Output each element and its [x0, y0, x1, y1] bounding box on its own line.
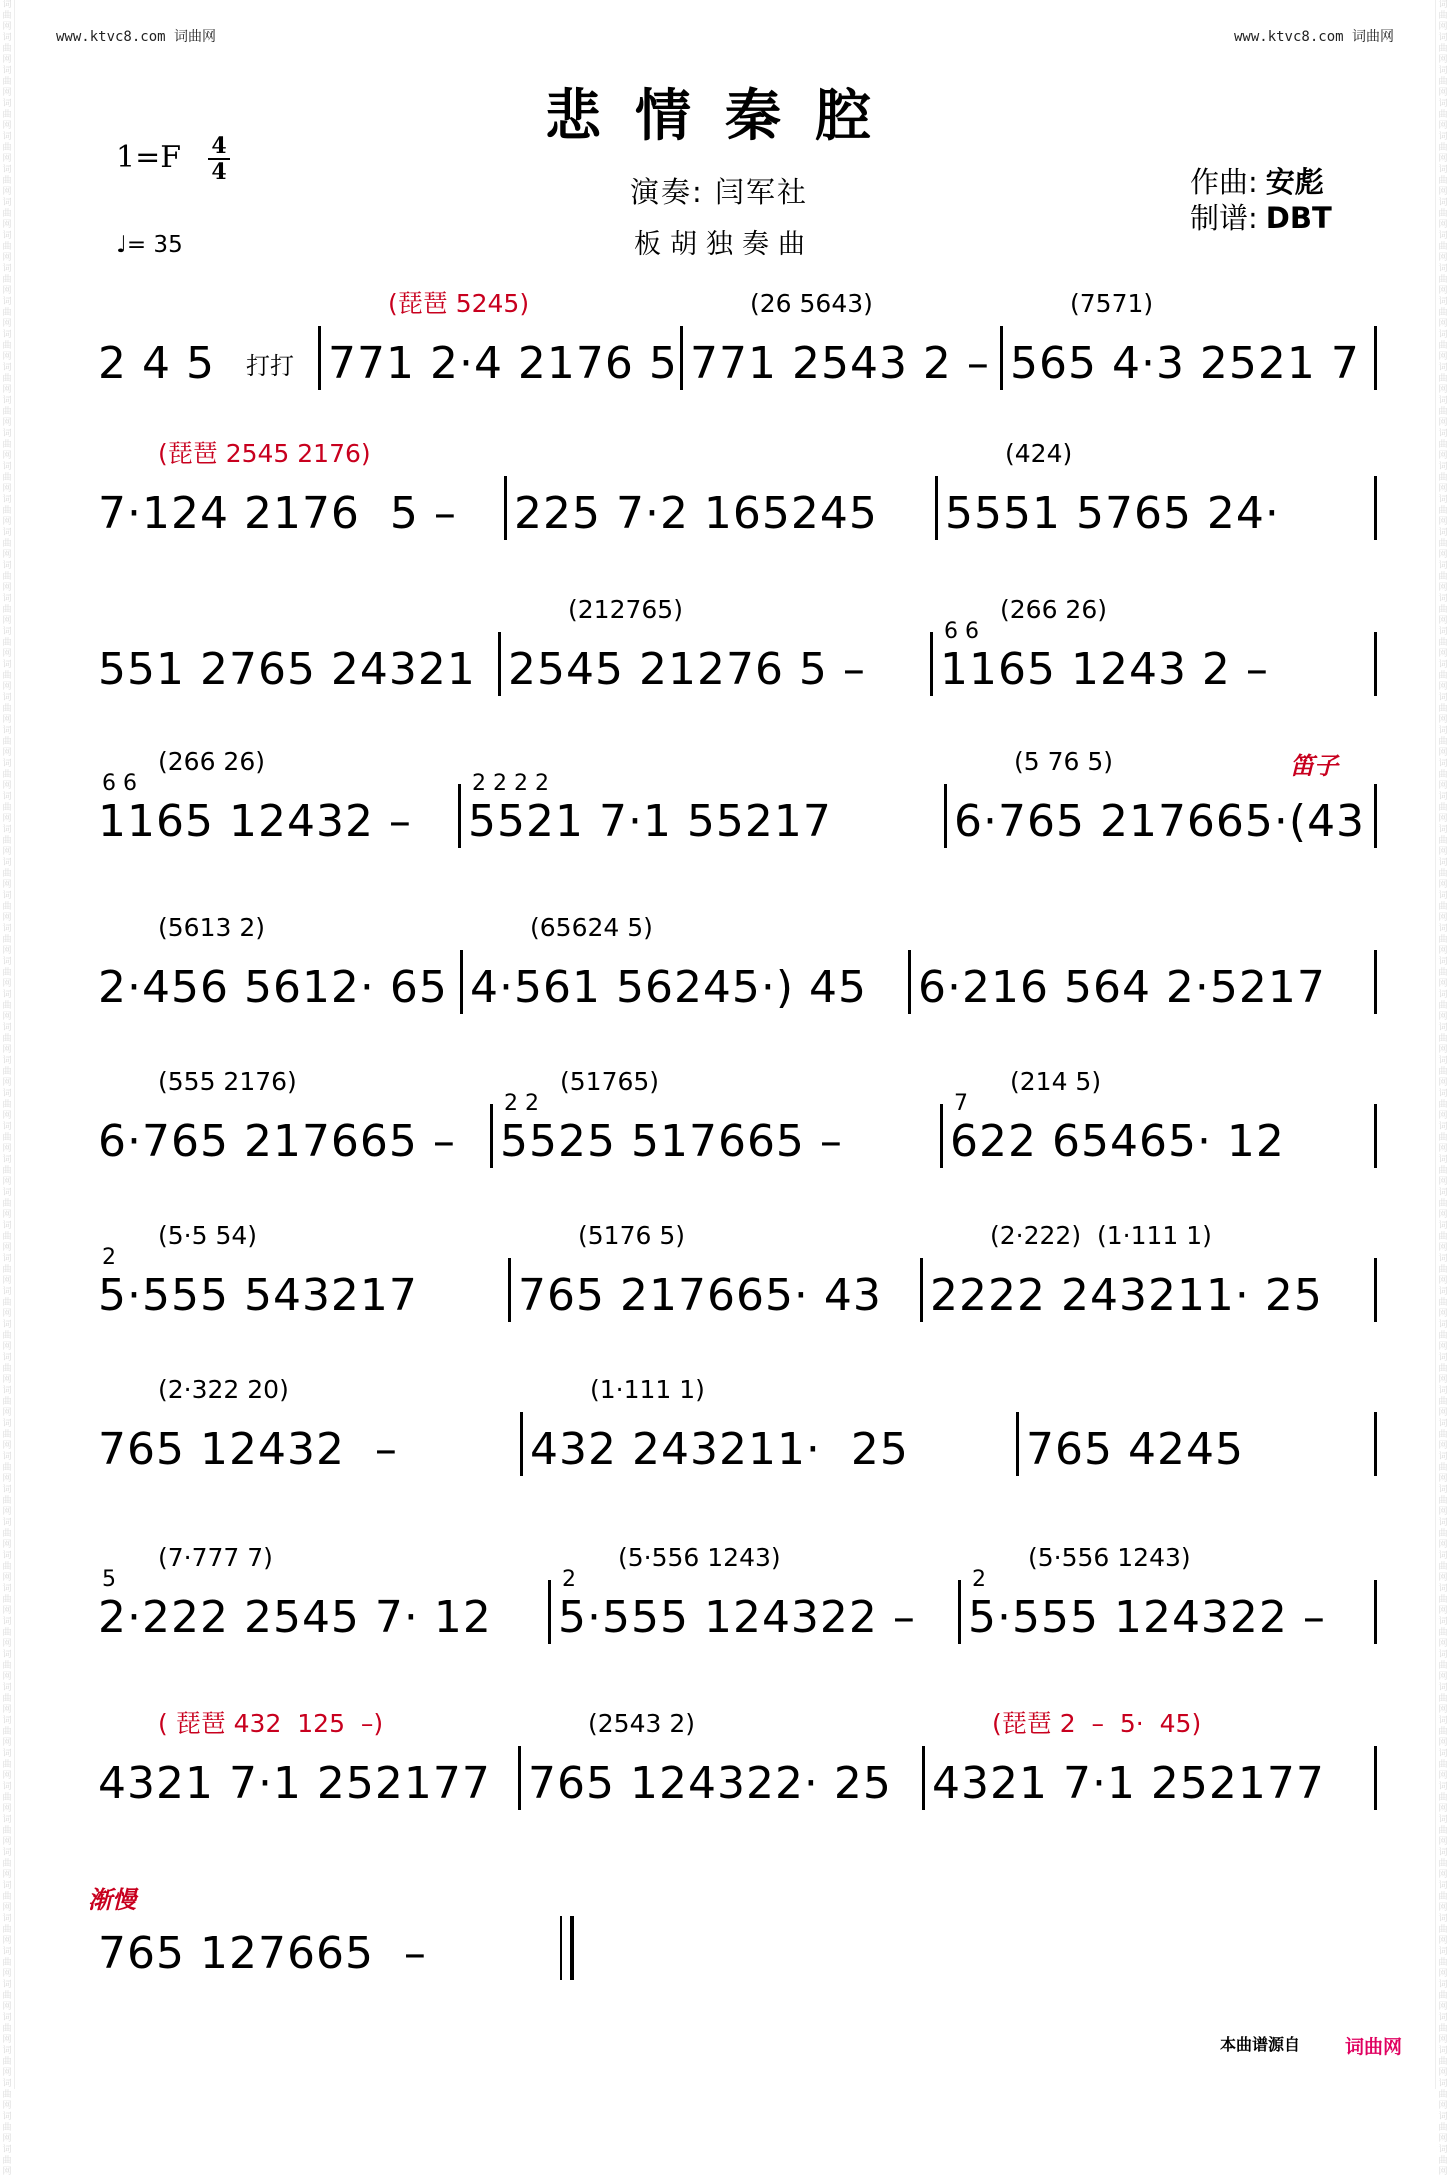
measure-notes: 2 4 5 — [98, 338, 230, 389]
measure-notes: 5·555 124322 – — [968, 1592, 1326, 1643]
final-barline-thin — [560, 1916, 562, 1980]
site-url-left: www.ktvc8.com 词曲网 — [56, 29, 217, 45]
ornament-annotation: (424) — [1005, 439, 1073, 468]
measure-notes: 2·222 2545 7· 12 — [98, 1592, 492, 1643]
measure-notes: 4321 7·1 252177 — [98, 1758, 491, 1809]
measure-notes: 5·555 124322 – — [558, 1592, 916, 1643]
grace-notes: 6 6 — [102, 771, 137, 796]
grace-notes: 2 — [562, 1567, 576, 1592]
transcriber-name: DBT — [1265, 201, 1332, 235]
barline — [1374, 632, 1377, 696]
measure-notes: 771 2543 2 – — [690, 338, 990, 389]
ornament-annotation: (5613 2) — [158, 913, 265, 942]
grace-notes: 6 6 — [944, 619, 979, 644]
ornament-annotation: (琵琶 2 – 5· 45) — [992, 1709, 1202, 1738]
ornament-annotation: (212765) — [568, 595, 683, 624]
measure-notes: 6·216 564 2·5217 — [918, 962, 1326, 1013]
time-signature — [208, 134, 230, 184]
barline — [1374, 1258, 1377, 1322]
ornament-annotation: (2·222) (1·111 1) — [990, 1221, 1212, 1250]
measure-notes: 2222 243211· 25 — [930, 1270, 1323, 1321]
measure-notes: 6·765 217665·(43 — [954, 796, 1366, 847]
composer-name: 安彪 — [1265, 165, 1324, 199]
transcriber-label: 制谱: — [1190, 201, 1258, 235]
subtitle: 板胡独奏曲 — [634, 229, 814, 260]
composer-label: 作曲: — [1190, 165, 1258, 199]
ornament-annotation: (5 76 5) — [1014, 747, 1114, 776]
barline — [920, 1258, 923, 1322]
watermark-left: 词曲网 词曲网 词曲网 词曲网 词曲网 词曲网 词曲网 词曲网 词曲网 词曲网 词曲网 词曲网 词曲网 词曲网 词曲网 词曲网 词曲网 词曲网 词曲网 词曲网 词曲网 词曲网 词曲网 词曲网 词曲网 词曲网 词曲网 词曲网 词曲网 词曲网 词曲网 词曲网 词曲网 词曲网 词曲网 词曲网 词曲网 词曲网 词曲网 词曲网 词曲网 词曲网 词曲网 词曲网 词曲网 词曲网 词曲网 词曲网 词曲网 词曲网 词曲网 词曲网 词曲网 词曲网 词曲网 词曲网 词曲网 词曲网 词曲网 词曲网 词曲网 词曲网 词曲网 词曲网 词曲网 词曲网 — [0, 0, 15, 2089]
ornament-annotation: ( 琵琶 432 125 –) — [158, 1709, 384, 1738]
barline — [680, 326, 683, 390]
measure-notes: 4·561 56245·) 45 — [470, 962, 868, 1013]
measure-notes: 225 7·2 165245 — [514, 488, 878, 539]
barline — [935, 476, 938, 540]
ornament-annotation: (266 26) — [1000, 595, 1107, 624]
meter-bottom: 4 — [211, 159, 227, 185]
measure-notes: 7·124 2176 5 – — [98, 488, 457, 539]
ornament-annotation: (65624 5) — [530, 913, 653, 942]
barline — [958, 1580, 961, 1644]
barline — [504, 476, 507, 540]
barline — [318, 326, 321, 390]
barline — [1374, 326, 1377, 390]
barline — [458, 784, 461, 848]
tempo-marking: ♩= 35 — [116, 232, 183, 258]
measure-notes: 5521 7·1 55217 — [468, 796, 832, 847]
performance-annotation: 渐慢 — [88, 1886, 136, 1914]
ornament-annotation: (7·777 7) — [158, 1543, 273, 1572]
ornament-annotation: (5·556 1243) — [1028, 1543, 1191, 1572]
barline — [1374, 1104, 1377, 1168]
barline — [1016, 1412, 1019, 1476]
performance-annotation: 打打 — [246, 352, 294, 380]
site-url-right: www.ktvc8.com 词曲网 — [1233, 29, 1394, 45]
measure-notes: 771 2·4 2176 5 — [328, 338, 678, 389]
barline — [508, 1258, 511, 1322]
barline — [1374, 1580, 1377, 1644]
measure-notes: 765 217665· 43 — [518, 1270, 882, 1321]
ornament-annotation: (51765) — [560, 1067, 660, 1096]
watermark-right: 词曲网 词曲网 词曲网 词曲网 词曲网 词曲网 词曲网 词曲网 词曲网 词曲网 词曲网 词曲网 词曲网 词曲网 词曲网 词曲网 词曲网 词曲网 词曲网 词曲网 词曲网 词曲网 词曲网 词曲网 词曲网 词曲网 词曲网 词曲网 词曲网 词曲网 词曲网 词曲网 词曲网 词曲网 词曲网 词曲网 词曲网 词曲网 词曲网 词曲网 词曲网 词曲网 词曲网 词曲网 词曲网 词曲网 词曲网 词曲网 词曲网 词曲网 词曲网 词曲网 词曲网 词曲网 词曲网 词曲网 词曲网 词曲网 词曲网 词曲网 词曲网 词曲网 词曲网 词曲网 词曲网 词曲网 — [1435, 0, 1450, 2089]
composer-credit — [1190, 160, 1324, 201]
measure-notes: 5525 517665 – — [500, 1116, 843, 1167]
score-title: 悲情秦腔 — [545, 83, 905, 149]
measure-notes: 765 127665 – — [98, 1928, 427, 1979]
key-signature: 1=F — [116, 140, 182, 175]
grace-notes: 2 2 — [504, 1091, 539, 1116]
ornament-annotation: (5·5 54) — [158, 1221, 258, 1250]
barline — [518, 1746, 521, 1810]
grace-notes: 2 — [102, 1245, 116, 1270]
measure-notes: 432 243211· 25 — [530, 1424, 909, 1475]
ornament-annotation: (5·556 1243) — [618, 1543, 781, 1572]
measure-notes: 765 124322· 25 — [528, 1758, 892, 1809]
measure-notes: 765 4245 — [1026, 1424, 1244, 1475]
meter-top: 4 — [208, 134, 230, 160]
barline — [498, 632, 501, 696]
barline — [944, 784, 947, 848]
footer-brand: 词曲网 — [1344, 2036, 1402, 2058]
ornament-annotation: (琵琶 2545 2176) — [158, 439, 371, 468]
grace-notes: 2 2 2 2 — [472, 771, 549, 796]
measure-notes: 1165 12432 – — [98, 796, 412, 847]
ornament-annotation: (琵琶 5245) — [388, 289, 530, 318]
barline — [922, 1746, 925, 1810]
barline — [1374, 476, 1377, 540]
barline — [1374, 1746, 1377, 1810]
performance-annotation: 笛子 — [1290, 752, 1338, 780]
measure-notes: 5·555 543217 — [98, 1270, 418, 1321]
ornament-annotation: (2543 2) — [588, 1709, 695, 1738]
performer: 演奏: 闫军社 — [630, 175, 808, 209]
footer-source-label: 本曲谱源自 — [1219, 2035, 1300, 2054]
ornament-annotation: (1·111 1) — [590, 1375, 705, 1404]
measure-notes: 4321 7·1 252177 — [932, 1758, 1325, 1809]
barline — [520, 1412, 523, 1476]
measure-notes: 622 65465· 12 — [950, 1116, 1285, 1167]
barline — [1000, 326, 1003, 390]
measure-notes: 2·456 5612· 65 — [98, 962, 448, 1013]
barline — [1374, 1412, 1377, 1476]
barline — [460, 950, 463, 1014]
ornament-annotation: (555 2176) — [158, 1067, 297, 1096]
ornament-annotation: (2·322 20) — [158, 1375, 289, 1404]
measure-notes: 6·765 217665 – — [98, 1116, 456, 1167]
barline — [490, 1104, 493, 1168]
measure-notes: 765 12432 – — [98, 1424, 398, 1475]
ornament-annotation: (7571) — [1070, 289, 1154, 318]
measure-notes: 5551 5765 24· — [945, 488, 1280, 539]
barline — [930, 632, 933, 696]
ornament-annotation: (5176 5) — [578, 1221, 685, 1250]
barline — [1374, 784, 1377, 848]
final-barline-thick — [570, 1916, 574, 1980]
barline — [908, 950, 911, 1014]
ornament-annotation: (26 5643) — [750, 289, 873, 318]
grace-notes: 5 — [102, 1567, 116, 1592]
transcriber-credit — [1190, 196, 1332, 237]
measure-notes: 551 2765 24321 — [98, 644, 476, 695]
ornament-annotation: (266 26) — [158, 747, 265, 776]
ornament-annotation: (214 5) — [1010, 1067, 1102, 1096]
grace-notes: 2 — [972, 1567, 986, 1592]
measure-notes: 2545 21276 5 – — [508, 644, 866, 695]
measure-notes: 1165 1243 2 – — [940, 644, 1269, 695]
barline — [1374, 950, 1377, 1014]
grace-notes: 7 — [954, 1091, 968, 1116]
barline — [940, 1104, 943, 1168]
measure-notes: 565 4·3 2521 7 — [1010, 338, 1360, 389]
barline — [548, 1580, 551, 1644]
